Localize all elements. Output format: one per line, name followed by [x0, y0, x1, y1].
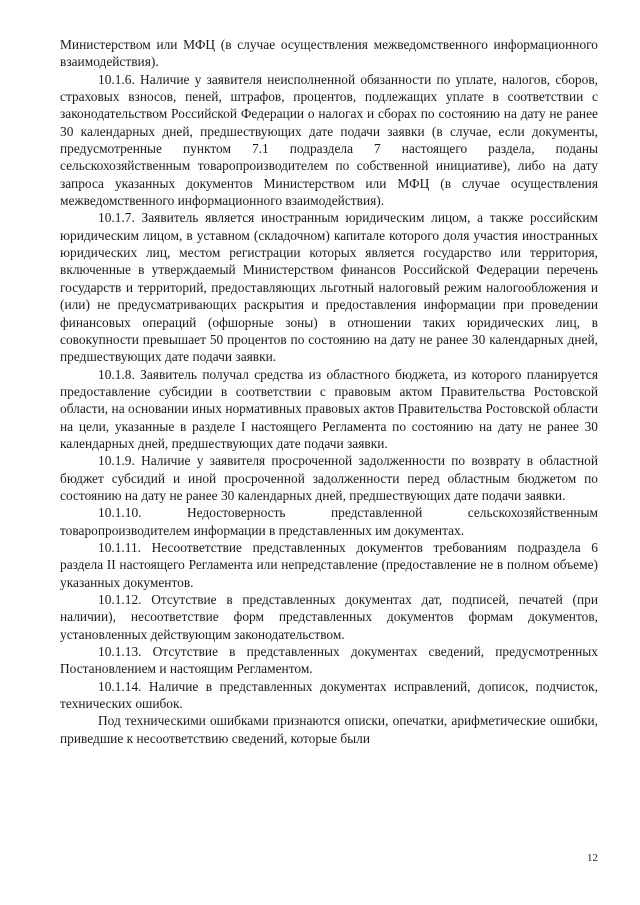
paragraph-technical-errors: Под техническими ошибками признаются описки, опечатки, арифметические ошибки, приведшие к несоответствию сведений, которые были — [60, 713, 598, 746]
paragraph-10-1-6: 10.1.6. Наличие у заявителя неисполненной обязанности по уплате, налогов, сборов, страховых взносов, пеней, штрафов, процентов, подлежащих уплате в соответствии с законодательством Российской Федерации о налогах и сборах по состоянию на дату не ранее 30 календарных дней, предшествующих дате подачи заявки (в случае, если документы, предусмотренные пунктом 7.1 подраздела 7 настоящего раздела, поданы сельскохозяйственным товаропроизводителем по собственной инициативе), либо на дату запроса указанных документов Министерством или МФЦ (в случае осуществления межведомственного информационного взаимодействия). — [60, 71, 598, 209]
paragraph-10-1-13: 10.1.13. Отсутствие в представленных документах сведений, предусмотренных Постановлением и настоящим Регламентом. — [60, 644, 598, 677]
paragraph-10-1-9: 10.1.9. Наличие у заявителя просроченной задолженности по возврату в областной бюджет субсидий и иной просроченной задолженности перед областным бюджетом по состоянию на дату не ранее 30 календарных дней, предшествующих дате подачи заявки. — [60, 453, 598, 503]
paragraph-10-1-10: 10.1.10. Недостоверность представленной сельскохозяйственным товаропроизводителем информации в представленных им документах. — [60, 505, 598, 538]
paragraph-10-1-8: 10.1.8. Заявитель получал средства из областного бюджета, из которого планируется предоставление субсидии в соответствии с правовым актом Правительства Ростовской области, на основании иных нормативных правовых актов Правительства Ростовской области на цели, указанные в разделе I настоящего Регламента по состоянию на дату не ранее 30 календарных дней, предшествующих дате подачи заявки. — [60, 366, 598, 451]
paragraph-continuation: Министерством или МФЦ (в случае осуществления межведомственного информационного взаимодействия). — [60, 37, 598, 70]
paragraph-10-1-7: 10.1.7. Заявитель является иностранным юридическим лицом, а также российским юридическим лицом, в уставном (складочном) капитале которого доля участия иностранных юридических лиц, местом регистрации которых является государство или территория, включенные в утверждаемый Министерством финансов Российской Федерации перечень государств и территорий, предоставляющих льготный налоговый режим налогообложения и (или) не предусматривающих раскрытия и предоставления информации при проведении финансовых операций (офшорные зоны) в отношении таких юридических лиц, в совокупности превышает 50 процентов по состоянию на дату не ранее 30 календарных дней, предшествующих дате подачи заявки. — [60, 210, 598, 365]
paragraph-10-1-11: 10.1.11. Несоответствие представленных документов требованиям подраздела 6 раздела II настоящего Регламента или непредставление (предоставление не в полном объеме) указанных документов. — [60, 539, 598, 590]
page-number: 12 — [587, 852, 598, 864]
paragraph-10-1-14: 10.1.14. Наличие в представленных документах исправлений, дописок, подчисток, технических ошибок. — [60, 678, 598, 712]
paragraph-10-1-12: 10.1.12. Отсутствие в представленных документах дат, подписей, печатей (при наличии), несоответствие форм представленных документов формам документов, установленных действующим законодательством. — [60, 592, 598, 642]
